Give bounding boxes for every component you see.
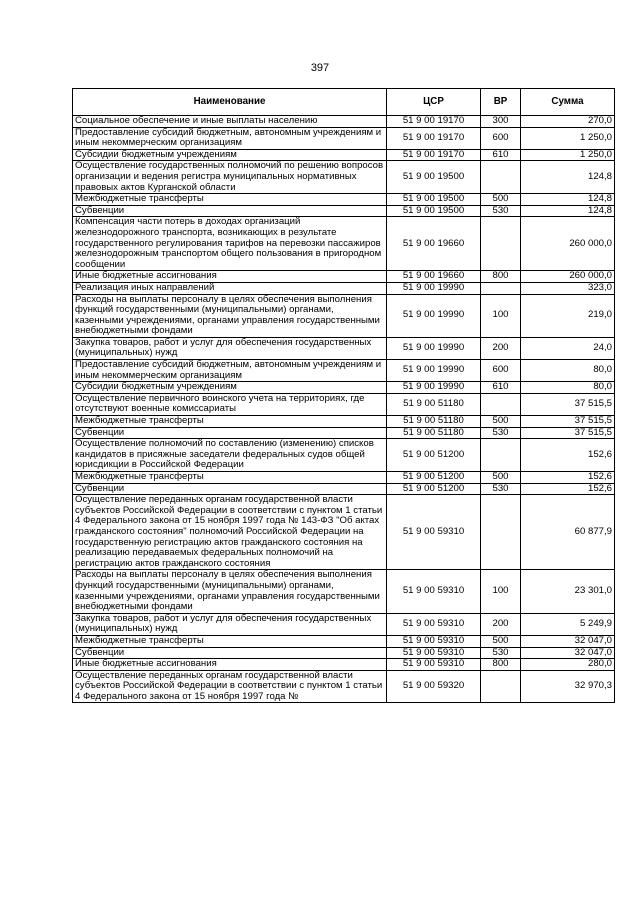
cell-csr: 51 9 00 51180 xyxy=(387,393,481,415)
cell-csr: 51 9 00 59310 xyxy=(387,659,481,671)
cell-sum: 37 515,5 xyxy=(521,393,615,415)
header-sum: Сумма xyxy=(521,89,615,116)
table-row xyxy=(73,205,615,217)
header-vr: ВР xyxy=(481,89,521,116)
cell-name: Иные бюджетные ассигнования xyxy=(73,271,387,283)
table-row xyxy=(73,382,615,394)
cell-csr: 51 9 00 19170 xyxy=(387,127,481,149)
cell-sum: 323,0 xyxy=(521,282,615,294)
cell-vr xyxy=(481,217,521,271)
cell-vr: 530 xyxy=(481,427,521,439)
table-row xyxy=(73,439,615,472)
cell-name: Иные бюджетные ассигнования xyxy=(73,659,387,671)
table-row xyxy=(73,194,615,206)
cell-sum: 260 000,0 xyxy=(521,271,615,283)
table-row xyxy=(73,416,615,428)
cell-name: Субсидии бюджетным учреждениям xyxy=(73,382,387,394)
cell-sum: 32 970,3 xyxy=(521,670,615,703)
cell-sum: 1 250,0 xyxy=(521,127,615,149)
cell-csr: 51 9 00 59310 xyxy=(387,613,481,635)
cell-name: Предоставление субсидий бюджетным, автономным учреждениям и иным некоммерческим организациям xyxy=(73,360,387,382)
budget-table xyxy=(72,88,615,703)
cell-csr: 51 9 00 19990 xyxy=(387,382,481,394)
cell-sum: 124,8 xyxy=(521,194,615,206)
cell-csr: 51 9 00 51200 xyxy=(387,483,481,495)
cell-sum: 152,6 xyxy=(521,439,615,472)
cell-name: Осуществление переданных органам государственной власти субъектов Российской Федерации в соответствии с пунктом 1 статьи 4 Федерального закона от 15 ноября 1997 года № 143-ФЗ "Об актах гражданского состояния" полномочий Российской Федерации на государственную регистрацию актов гражданского состояния на реализацию передаваемых федеральных полномочий на регистрацию актов гражданского состояния xyxy=(73,495,387,570)
table-row xyxy=(73,659,615,671)
cell-name: Расходы на выплаты персоналу в целях обеспечения выполнения функций государственными (муниципальными) органами, казенными учреждениями, органами управления государственными внебюджетными фондами xyxy=(73,570,387,613)
cell-vr xyxy=(481,282,521,294)
cell-vr: 200 xyxy=(481,337,521,359)
cell-vr: 100 xyxy=(481,294,521,337)
table-row xyxy=(73,337,615,359)
cell-sum: 152,6 xyxy=(521,483,615,495)
cell-csr: 51 9 00 19170 xyxy=(387,116,481,128)
cell-name: Предоставление субсидий бюджетным, автономным учреждениям и иным некоммерческим организациям xyxy=(73,127,387,149)
cell-name: Межбюджетные трансферты xyxy=(73,635,387,647)
cell-name: Субвенции xyxy=(73,483,387,495)
cell-csr: 51 9 00 19170 xyxy=(387,149,481,161)
cell-sum: 60 877,9 xyxy=(521,495,615,570)
cell-name: Субвенции xyxy=(73,427,387,439)
cell-vr xyxy=(481,393,521,415)
cell-csr: 51 9 00 19990 xyxy=(387,282,481,294)
header-csr: ЦСР xyxy=(387,89,481,116)
table-row xyxy=(73,116,615,128)
cell-name: Реализация иных направлений xyxy=(73,282,387,294)
cell-vr: 600 xyxy=(481,127,521,149)
table-row xyxy=(73,483,615,495)
cell-csr: 51 9 00 59310 xyxy=(387,647,481,659)
cell-vr: 800 xyxy=(481,271,521,283)
cell-csr: 51 9 00 59320 xyxy=(387,670,481,703)
table-row xyxy=(73,360,615,382)
cell-sum: 260 000,0 xyxy=(521,217,615,271)
cell-csr: 51 9 00 19660 xyxy=(387,271,481,283)
cell-vr: 200 xyxy=(481,613,521,635)
table-row xyxy=(73,271,615,283)
table-row xyxy=(73,670,615,703)
table-row xyxy=(73,613,615,635)
cell-vr: 500 xyxy=(481,194,521,206)
cell-sum: 152,6 xyxy=(521,472,615,484)
table-row xyxy=(73,570,615,613)
cell-sum: 23 301,0 xyxy=(521,570,615,613)
table-row xyxy=(73,282,615,294)
cell-sum: 280,0 xyxy=(521,659,615,671)
cell-vr xyxy=(481,161,521,194)
cell-name: Осуществление первичного воинского учета на территориях, где отсутствуют военные комиссариаты xyxy=(73,393,387,415)
cell-name: Компенсация части потерь в доходах организаций железнодорожного транспорта, возникающих в результате государственного регулирования тарифов на перевозки пассажиров железнодорожным транспортом общего пользования в пригородном сообщении xyxy=(73,217,387,271)
table-row xyxy=(73,495,615,570)
cell-name: Межбюджетные трансферты xyxy=(73,194,387,206)
cell-sum: 1 250,0 xyxy=(521,149,615,161)
cell-sum: 24,0 xyxy=(521,337,615,359)
cell-csr: 51 9 00 51180 xyxy=(387,416,481,428)
cell-sum: 32 047,0 xyxy=(521,635,615,647)
header-name: Наименование xyxy=(73,89,387,116)
table-row xyxy=(73,127,615,149)
page-number: 397 xyxy=(310,62,330,74)
cell-name: Расходы на выплаты персоналу в целях обеспечения выполнения функций государственными (муниципальными) органами, казенными учреждениями, органами управления государственными внебюджетными фондами xyxy=(73,294,387,337)
cell-name: Осуществление государственных полномочий по решению вопросов организации и ведения регистра муниципальных нормативных правовых актов Курганской области xyxy=(73,161,387,194)
cell-csr: 51 9 00 51200 xyxy=(387,439,481,472)
cell-csr: 51 9 00 19500 xyxy=(387,161,481,194)
cell-vr xyxy=(481,670,521,703)
table-row xyxy=(73,217,615,271)
cell-csr: 51 9 00 19990 xyxy=(387,294,481,337)
cell-sum: 5 249,9 xyxy=(521,613,615,635)
cell-sum: 219,0 xyxy=(521,294,615,337)
cell-csr: 51 9 00 59310 xyxy=(387,570,481,613)
cell-vr xyxy=(481,495,521,570)
cell-name: Закупка товаров, работ и услуг для обеспечения государственных (муниципальных) нужд xyxy=(73,613,387,635)
table-row xyxy=(73,647,615,659)
cell-vr: 530 xyxy=(481,483,521,495)
cell-csr: 51 9 00 19500 xyxy=(387,194,481,206)
table-row xyxy=(73,427,615,439)
cell-name: Социальное обеспечение и иные выплаты населению xyxy=(73,116,387,128)
cell-sum: 32 047,0 xyxy=(521,647,615,659)
cell-csr: 51 9 00 19500 xyxy=(387,205,481,217)
cell-vr: 610 xyxy=(481,382,521,394)
cell-sum: 37 515,5 xyxy=(521,427,615,439)
table-row xyxy=(73,161,615,194)
cell-vr: 500 xyxy=(481,635,521,647)
cell-sum: 270,0 xyxy=(521,116,615,128)
cell-vr: 530 xyxy=(481,647,521,659)
cell-sum: 124,8 xyxy=(521,205,615,217)
table-row xyxy=(73,635,615,647)
cell-name: Осуществление полномочий по составлению (изменению) списков кандидатов в присяжные заседатели федеральных судов общей юрисдикции в Российской Федерации xyxy=(73,439,387,472)
cell-csr: 51 9 00 59310 xyxy=(387,635,481,647)
cell-vr xyxy=(481,439,521,472)
cell-vr: 100 xyxy=(481,570,521,613)
cell-vr: 300 xyxy=(481,116,521,128)
table-body xyxy=(73,116,615,703)
cell-name: Субсидии бюджетным учреждениям xyxy=(73,149,387,161)
cell-sum: 37 515,5 xyxy=(521,416,615,428)
cell-name: Закупка товаров, работ и услуг для обеспечения государственных (муниципальных) нужд xyxy=(73,337,387,359)
cell-name: Межбюджетные трансферты xyxy=(73,416,387,428)
table-row xyxy=(73,472,615,484)
table-row xyxy=(73,294,615,337)
table-row xyxy=(73,149,615,161)
header-row xyxy=(73,89,615,116)
cell-csr: 51 9 00 19990 xyxy=(387,360,481,382)
cell-name: Субвенции xyxy=(73,647,387,659)
cell-csr: 51 9 00 59310 xyxy=(387,495,481,570)
cell-sum: 124,8 xyxy=(521,161,615,194)
cell-name: Межбюджетные трансферты xyxy=(73,472,387,484)
cell-vr: 600 xyxy=(481,360,521,382)
cell-vr: 500 xyxy=(481,472,521,484)
cell-sum: 80,0 xyxy=(521,360,615,382)
cell-csr: 51 9 00 51200 xyxy=(387,472,481,484)
table-row xyxy=(73,393,615,415)
cell-sum: 80,0 xyxy=(521,382,615,394)
cell-csr: 51 9 00 19660 xyxy=(387,217,481,271)
cell-csr: 51 9 00 19990 xyxy=(387,337,481,359)
cell-vr: 800 xyxy=(481,659,521,671)
cell-name: Субвенции xyxy=(73,205,387,217)
cell-vr: 500 xyxy=(481,416,521,428)
cell-csr: 51 9 00 51180 xyxy=(387,427,481,439)
cell-name: Осуществление переданных органам государственной власти субъектов Российской Федерации в соответствии с пунктом 1 статьи 4 Федерального закона от 15 ноября 1997 года № xyxy=(73,670,387,703)
cell-vr: 530 xyxy=(481,205,521,217)
cell-vr: 610 xyxy=(481,149,521,161)
